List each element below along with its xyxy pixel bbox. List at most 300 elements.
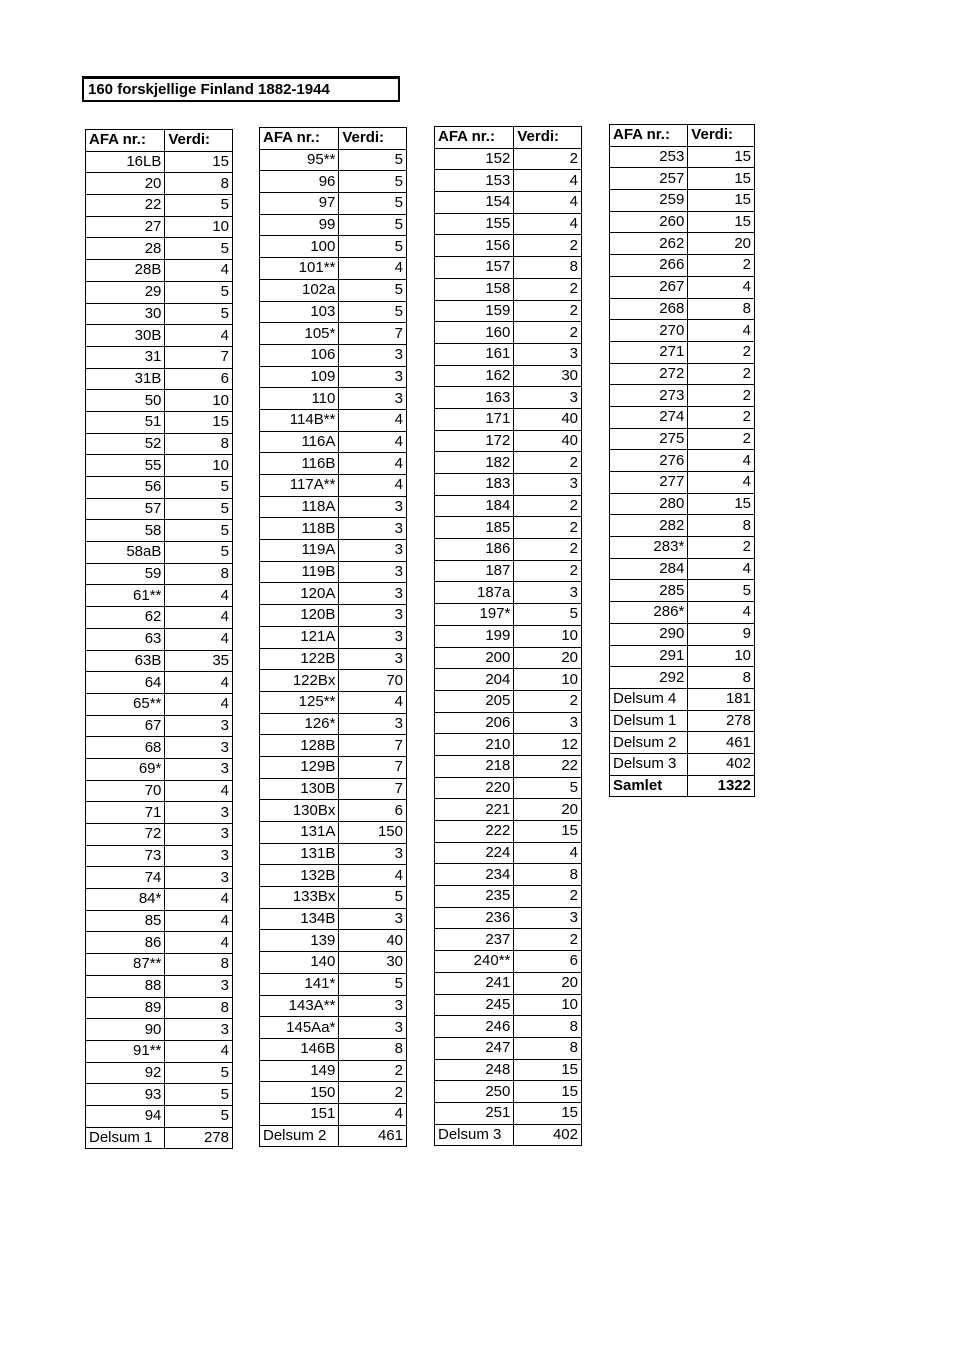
afa-number-cell: 28 [86,238,165,260]
value-cell: 2 [514,235,582,257]
table-row [86,346,233,368]
table-row [260,930,407,952]
afa-number-cell: 58 [86,520,165,542]
afa-number-cell: 210 [435,734,514,756]
value-cell: 402 [688,753,755,775]
value-cell: 10 [514,669,582,691]
value-cell: 15 [688,211,755,233]
value-cell: 2 [514,148,582,170]
value-cell: 4 [165,693,233,715]
table-row [260,149,407,171]
table-row [610,320,755,342]
afa-number-cell: 105* [260,323,339,345]
value-cell: 3 [165,758,233,780]
table-row [260,236,407,258]
table-row [260,691,407,713]
afa-number-cell: 286* [610,602,688,624]
afa-number-cell: 116A [260,431,339,453]
stamp-table-2 [259,127,407,1147]
value-cell: 20 [514,647,582,669]
value-cell: 8 [514,864,582,886]
value-cell: 5 [339,279,407,301]
value-cell: 2 [339,1060,407,1082]
table-row [260,475,407,497]
afa-number-cell: 90 [86,1019,165,1041]
table-row [260,648,407,670]
value-cell: 5 [339,193,407,215]
afa-number-cell: 182 [435,452,514,474]
value-cell: 3 [339,583,407,605]
afa-number-cell: 267 [610,276,688,298]
afa-number-cell: 59 [86,563,165,585]
table-row [435,625,582,647]
table-row [260,843,407,865]
table-row [435,734,582,756]
afa-number-cell: 87** [86,954,165,976]
table-row [260,301,407,323]
value-cell: 4 [339,431,407,453]
table-row [86,1019,233,1041]
afa-number-cell: 109 [260,366,339,388]
value-cell: 4 [688,558,755,580]
table-row [610,276,755,298]
table-row [610,190,755,212]
value-cell: 4 [339,691,407,713]
table-row [610,233,755,255]
afa-number-cell: Delsum 1 [86,1127,165,1149]
table-row [435,1081,582,1103]
table-row [260,713,407,735]
value-cell: 278 [688,710,755,732]
afa-number-cell: 130Bx [260,800,339,822]
value-cell: 3 [339,366,407,388]
value-cell: 7 [339,735,407,757]
afa-number-cell: Delsum 2 [610,732,688,754]
table-row [86,650,233,672]
afa-number-cell: 126* [260,713,339,735]
value-cell: 5 [165,1105,233,1127]
value-cell: 3 [514,582,582,604]
value-cell: 7 [339,323,407,345]
value-cell: 5 [339,236,407,258]
afa-number-cell: 141* [260,973,339,995]
table-row [435,148,582,170]
afa-number-cell: 241 [435,972,514,994]
table-row [435,1037,582,1059]
afa-number-cell: 274 [610,406,688,428]
table-row [435,972,582,994]
value-cell: 2 [514,322,582,344]
value-cell: 4 [165,889,233,911]
afa-number-cell: 30B [86,325,165,347]
afa-number-cell: 95** [260,149,339,171]
table-row [610,537,755,559]
afa-number-cell: 70 [86,780,165,802]
afa-number-cell: 93 [86,1084,165,1106]
table-row [86,845,233,867]
value-cell: 278 [165,1127,233,1149]
value-cell: 4 [339,409,407,431]
value-cell: 3 [339,388,407,410]
value-cell: 5 [165,238,233,260]
value-cell: 3 [339,540,407,562]
value-cell: 4 [165,780,233,802]
value-cell: 7 [165,346,233,368]
table-row [86,368,233,390]
table-row [86,151,233,173]
table-row [435,821,582,843]
afa-number-cell: AFA nr.: [260,128,339,150]
value-cell: 3 [165,845,233,867]
table-row [260,626,407,648]
value-cell: 3 [165,867,233,889]
value-cell: 3 [339,713,407,735]
table-row [260,453,407,475]
table-row [86,477,233,499]
value-cell: 15 [514,1081,582,1103]
value-cell: 3 [165,715,233,737]
afa-number-cell: 22 [86,195,165,217]
value-cell: 4 [339,865,407,887]
value-cell: 4 [339,453,407,475]
value-cell: 2 [339,1082,407,1104]
value-cell: 10 [165,455,233,477]
table-row [435,582,582,604]
value-cell: 8 [514,1037,582,1059]
table-row [260,973,407,995]
table-row [435,300,582,322]
table-row [86,824,233,846]
table-row [610,450,755,472]
afa-number-cell: 280 [610,493,688,515]
afa-number-cell: 71 [86,802,165,824]
value-cell: 2 [688,537,755,559]
afa-number-cell: 58aB [86,542,165,564]
value-cell: 5 [339,887,407,909]
table-row [86,867,233,889]
value-cell: 5 [165,281,233,303]
afa-number-cell: 183 [435,474,514,496]
table-row [260,1017,407,1039]
table-row [435,669,582,691]
value-cell: 22 [514,755,582,777]
afa-number-cell: 125** [260,691,339,713]
value-cell: 4 [165,932,233,954]
table-row [435,886,582,908]
afa-number-cell: 56 [86,477,165,499]
value-cell: 4 [339,1103,407,1125]
afa-number-cell: 128B [260,735,339,757]
value-cell: 3 [339,626,407,648]
table-row [435,408,582,430]
value-cell: 4 [339,475,407,497]
afa-number-cell: 234 [435,864,514,886]
afa-number-cell: AFA nr.: [86,130,165,152]
table-row [435,1016,582,1038]
value-cell: 3 [339,605,407,627]
table-row [610,602,755,624]
table-row [610,558,755,580]
value-cell: 4 [688,472,755,494]
table-row [610,341,755,363]
table-row [610,493,755,515]
value-cell: 8 [165,433,233,455]
table-row [260,561,407,583]
value-cell: 3 [339,496,407,518]
table-row [86,390,233,412]
table-row [435,604,582,626]
afa-number-cell: 69* [86,758,165,780]
value-cell: 8 [165,563,233,585]
value-cell: 8 [514,1016,582,1038]
value-cell: 2 [688,428,755,450]
subtotal-row [610,732,755,754]
afa-number-cell: 200 [435,647,514,669]
subtotal-row [610,753,755,775]
value-cell: 40 [514,430,582,452]
afa-number-cell: 273 [610,385,688,407]
value-cell: 4 [514,213,582,235]
table-row [260,214,407,236]
afa-number-cell: 163 [435,387,514,409]
table-row [435,647,582,669]
value-cell: 3 [339,561,407,583]
afa-number-cell: 220 [435,777,514,799]
table-row [260,279,407,301]
value-cell: 2 [514,690,582,712]
table-row [610,363,755,385]
table-row [86,1105,233,1127]
afa-number-cell: 236 [435,907,514,929]
table-row [435,430,582,452]
table-row [435,864,582,886]
afa-number-cell: 262 [610,233,688,255]
table-row [86,542,233,564]
afa-number-cell: 149 [260,1060,339,1082]
table-row [86,910,233,932]
table-row [435,517,582,539]
afa-number-cell: 102a [260,279,339,301]
afa-number-cell: 89 [86,997,165,1019]
table-row [86,889,233,911]
afa-number-cell: 161 [435,343,514,365]
afa-number-cell: 156 [435,235,514,257]
afa-number-cell: 20 [86,173,165,195]
value-cell: 4 [165,585,233,607]
value-cell: 4 [514,842,582,864]
value-cell: 5 [165,542,233,564]
grand-total-row [610,775,755,797]
afa-number-cell: 292 [610,667,688,689]
table-row [435,690,582,712]
stamp-table-1 [85,129,233,1149]
table-row [86,672,233,694]
table-row [435,257,582,279]
afa-number-cell: 50 [86,390,165,412]
table-row [86,954,233,976]
table-row [435,1102,582,1124]
value-cell: 5 [165,1084,233,1106]
value-cell: 4 [165,628,233,650]
value-cell: 3 [339,518,407,540]
value-cell: 5 [165,477,233,499]
table-row [260,1082,407,1104]
afa-number-cell: 157 [435,257,514,279]
value-cell: 4 [339,258,407,280]
afa-number-cell: 119A [260,540,339,562]
table-row [260,756,407,778]
value-cell: 5 [339,973,407,995]
afa-number-cell: 150 [260,1082,339,1104]
value-cell: 3 [339,648,407,670]
afa-number-cell: 290 [610,623,688,645]
value-cell: 70 [339,670,407,692]
value-cell: 2 [514,452,582,474]
value-cell: 12 [514,734,582,756]
value-cell: 5 [165,303,233,325]
afa-number-cell: 221 [435,799,514,821]
value-cell: 7 [339,756,407,778]
afa-number-cell: 251 [435,1102,514,1124]
value-cell: 2 [688,255,755,277]
afa-number-cell: 97 [260,193,339,215]
afa-number-cell: 74 [86,867,165,889]
value-cell: 5 [514,604,582,626]
value-cell: 2 [514,300,582,322]
value-cell: 10 [165,216,233,238]
value-cell: 4 [688,450,755,472]
table-row [260,344,407,366]
table-row [435,929,582,951]
afa-number-cell: 61** [86,585,165,607]
table-row [610,515,755,537]
afa-number-cell: 285 [610,580,688,602]
afa-number-cell: 139 [260,930,339,952]
table-row [260,193,407,215]
afa-number-cell: 129B [260,756,339,778]
afa-number-cell: 153 [435,170,514,192]
table-row [435,539,582,561]
afa-number-cell: 271 [610,341,688,363]
table-row [86,1040,233,1062]
table-row [435,777,582,799]
value-cell: 15 [688,146,755,168]
value-cell: 3 [514,343,582,365]
table-row [260,887,407,909]
afa-number-cell: 247 [435,1037,514,1059]
table-row [86,411,233,433]
afa-number-cell: 259 [610,190,688,212]
value-cell: 2 [514,495,582,517]
afa-number-cell: AFA nr.: [610,125,688,147]
table-row [86,628,233,650]
value-cell: 150 [339,822,407,844]
table-row [260,171,407,193]
afa-number-cell: 171 [435,408,514,430]
value-cell: 5 [165,1062,233,1084]
value-cell: 20 [688,233,755,255]
afa-number-cell: 91** [86,1040,165,1062]
value-cell: 5 [514,777,582,799]
value-cell: 5 [339,214,407,236]
table-row [86,433,233,455]
table-row [260,518,407,540]
table-row [86,932,233,954]
subtotal-row [435,1124,582,1146]
table-row [260,583,407,605]
value-cell: 6 [514,951,582,973]
value-cell: 8 [165,173,233,195]
table-row [610,645,755,667]
afa-number-cell: 187 [435,560,514,582]
afa-number-cell: 16LB [86,151,165,173]
table-row [86,802,233,824]
afa-number-cell: 291 [610,645,688,667]
afa-number-cell: 92 [86,1062,165,1084]
afa-number-cell: 151 [260,1103,339,1125]
afa-number-cell: Delsum 1 [610,710,688,732]
afa-number-cell: 121A [260,626,339,648]
value-cell: 4 [514,170,582,192]
afa-number-cell: 131A [260,822,339,844]
value-cell: 8 [688,515,755,537]
table-row [86,455,233,477]
afa-number-cell: 134B [260,908,339,930]
table-row [260,366,407,388]
afa-number-cell: 96 [260,171,339,193]
afa-number-cell: 237 [435,929,514,951]
afa-number-cell: 154 [435,192,514,214]
table-row [260,908,407,930]
value-cell: 4 [688,276,755,298]
afa-number-cell: 276 [610,450,688,472]
afa-number-cell: 122Bx [260,670,339,692]
table-row [435,495,582,517]
subtotal-row [610,710,755,732]
table-row [260,409,407,431]
value-cell: 10 [688,645,755,667]
table-row [86,693,233,715]
afa-number-cell: Delsum 2 [260,1125,339,1147]
value-cell: 10 [514,994,582,1016]
table-row [86,325,233,347]
afa-number-cell: 145Aa* [260,1017,339,1039]
table-row [435,170,582,192]
value-cell: 3 [165,1019,233,1041]
afa-number-cell: 68 [86,737,165,759]
value-cell: 3 [514,907,582,929]
value-cell: 15 [688,493,755,515]
table-row [435,365,582,387]
afa-number-cell: 199 [435,625,514,647]
table-row [435,474,582,496]
afa-number-cell: 133Bx [260,887,339,909]
table-row [435,1059,582,1081]
value-cell: 4 [165,910,233,932]
value-cell: 2 [514,517,582,539]
value-cell: 4 [165,607,233,629]
stamp-table-3 [434,126,582,1146]
afa-number-cell: Samlet [610,775,688,797]
value-cell: 461 [339,1125,407,1147]
afa-number-cell: 172 [435,430,514,452]
value-cell: 3 [339,1017,407,1039]
afa-number-cell: 118B [260,518,339,540]
value-cell: 15 [165,411,233,433]
value-cell: 15 [514,1102,582,1124]
value-cell: 9 [688,623,755,645]
afa-number-cell: 63B [86,650,165,672]
